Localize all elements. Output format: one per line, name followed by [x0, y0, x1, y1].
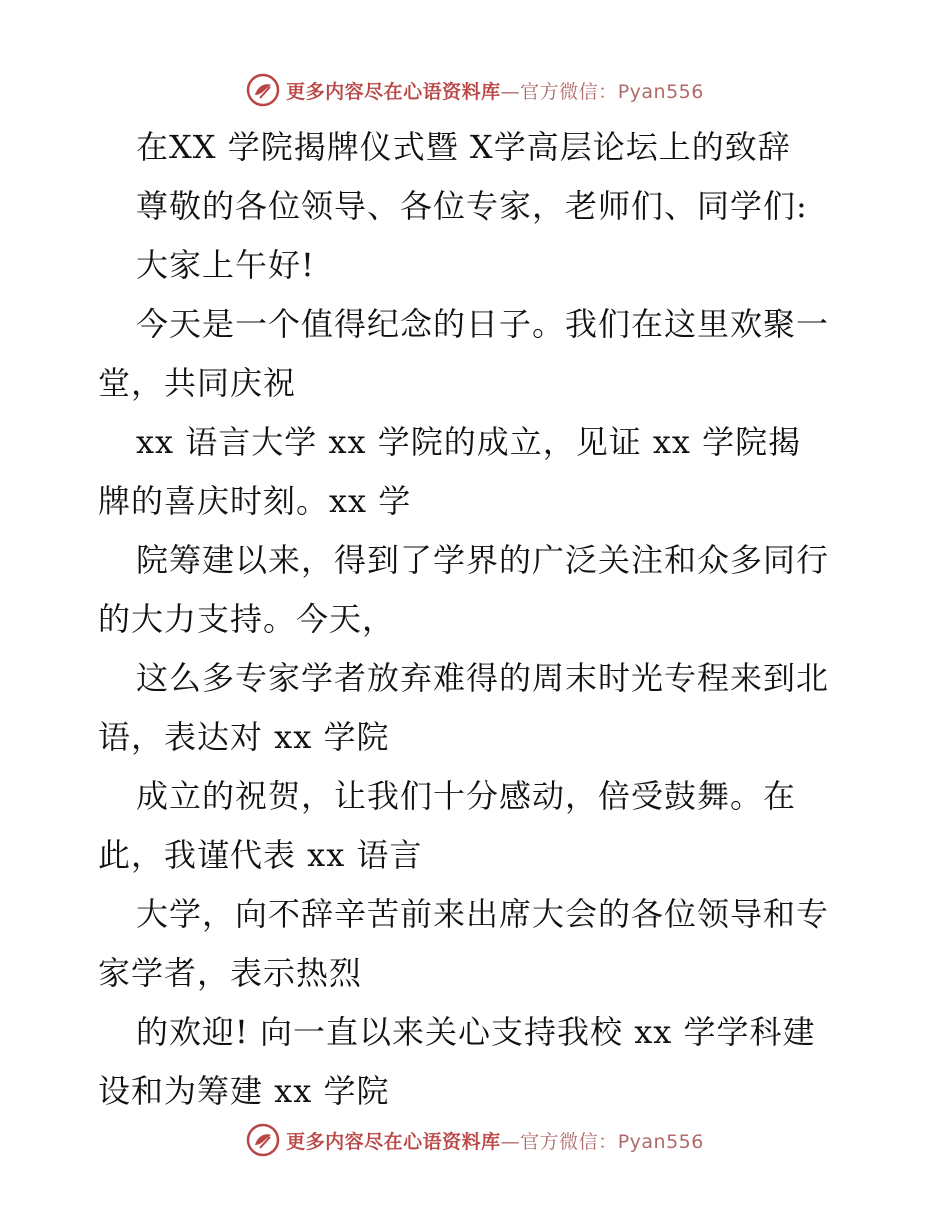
greeting: 大家上午好! [136, 246, 315, 284]
paragraph-line: 院筹建以来，得到了学界的广泛关注和众多同行 [136, 541, 830, 579]
logo-icon [246, 1123, 280, 1157]
banner-wechat-label: 官方微信： [520, 1130, 618, 1153]
banner-wechat-account: Pyan556 [617, 1130, 704, 1153]
banner-text [286, 77, 704, 104]
banner-inner [246, 1123, 704, 1157]
paragraph-line: 的欢迎! 向一直以来关心支持我校 xx 学学科建 [136, 1013, 816, 1051]
paragraph-line: 今天是一个值得纪念的日子。我们在这里欢聚一 [136, 305, 830, 343]
paragraph-line: 大学，向不辞辛苦前来出席大会的各位领导和专 [136, 895, 830, 933]
document-body [98, 118, 858, 1121]
banner-brand-text: 更多内容尽在心语资料库 [286, 1130, 501, 1153]
banner-text [286, 1127, 704, 1154]
banner-separator: — [500, 80, 521, 103]
paragraph-line: 这么多专家学者放弃难得的周末时光专程来到北 [136, 659, 830, 697]
paragraph-line: 堂，共同庆祝 [98, 364, 297, 402]
banner-separator: — [500, 1130, 521, 1153]
banner-wechat-account: Pyan556 [617, 80, 704, 103]
banner-inner [246, 73, 704, 107]
banner-wechat-label: 官方微信： [520, 80, 618, 103]
paragraph-line: 的大力支持。今天， [98, 600, 396, 638]
document-title: 在XX 学院揭牌仪式暨 X学高层论坛上的致辞 [136, 128, 791, 166]
paragraph-line: 成立的祝贺，让我们十分感动，倍受鼓舞。在 [136, 777, 797, 815]
header-banner [0, 70, 950, 110]
paragraph-line: 牌的喜庆时刻。xx 学 [98, 482, 412, 520]
logo-icon [246, 73, 280, 107]
paragraph-line: xx 语言大学 xx 学院的成立，见证 xx 学院揭 [136, 423, 802, 461]
footer-banner [0, 1120, 950, 1160]
banner-brand-text: 更多内容尽在心语资料库 [286, 80, 501, 103]
salutation: 尊敬的各位领导、各位专家，老师们、同学们: [136, 187, 808, 225]
paragraph-line: 设和为筹建 xx 学院 [98, 1072, 390, 1110]
paragraph-line: 语，表达对 xx 学院 [98, 718, 390, 756]
paragraph-line: 此，我谨代表 xx 语言 [98, 836, 423, 874]
paragraph-line: 家学者，表示热烈 [98, 954, 363, 992]
